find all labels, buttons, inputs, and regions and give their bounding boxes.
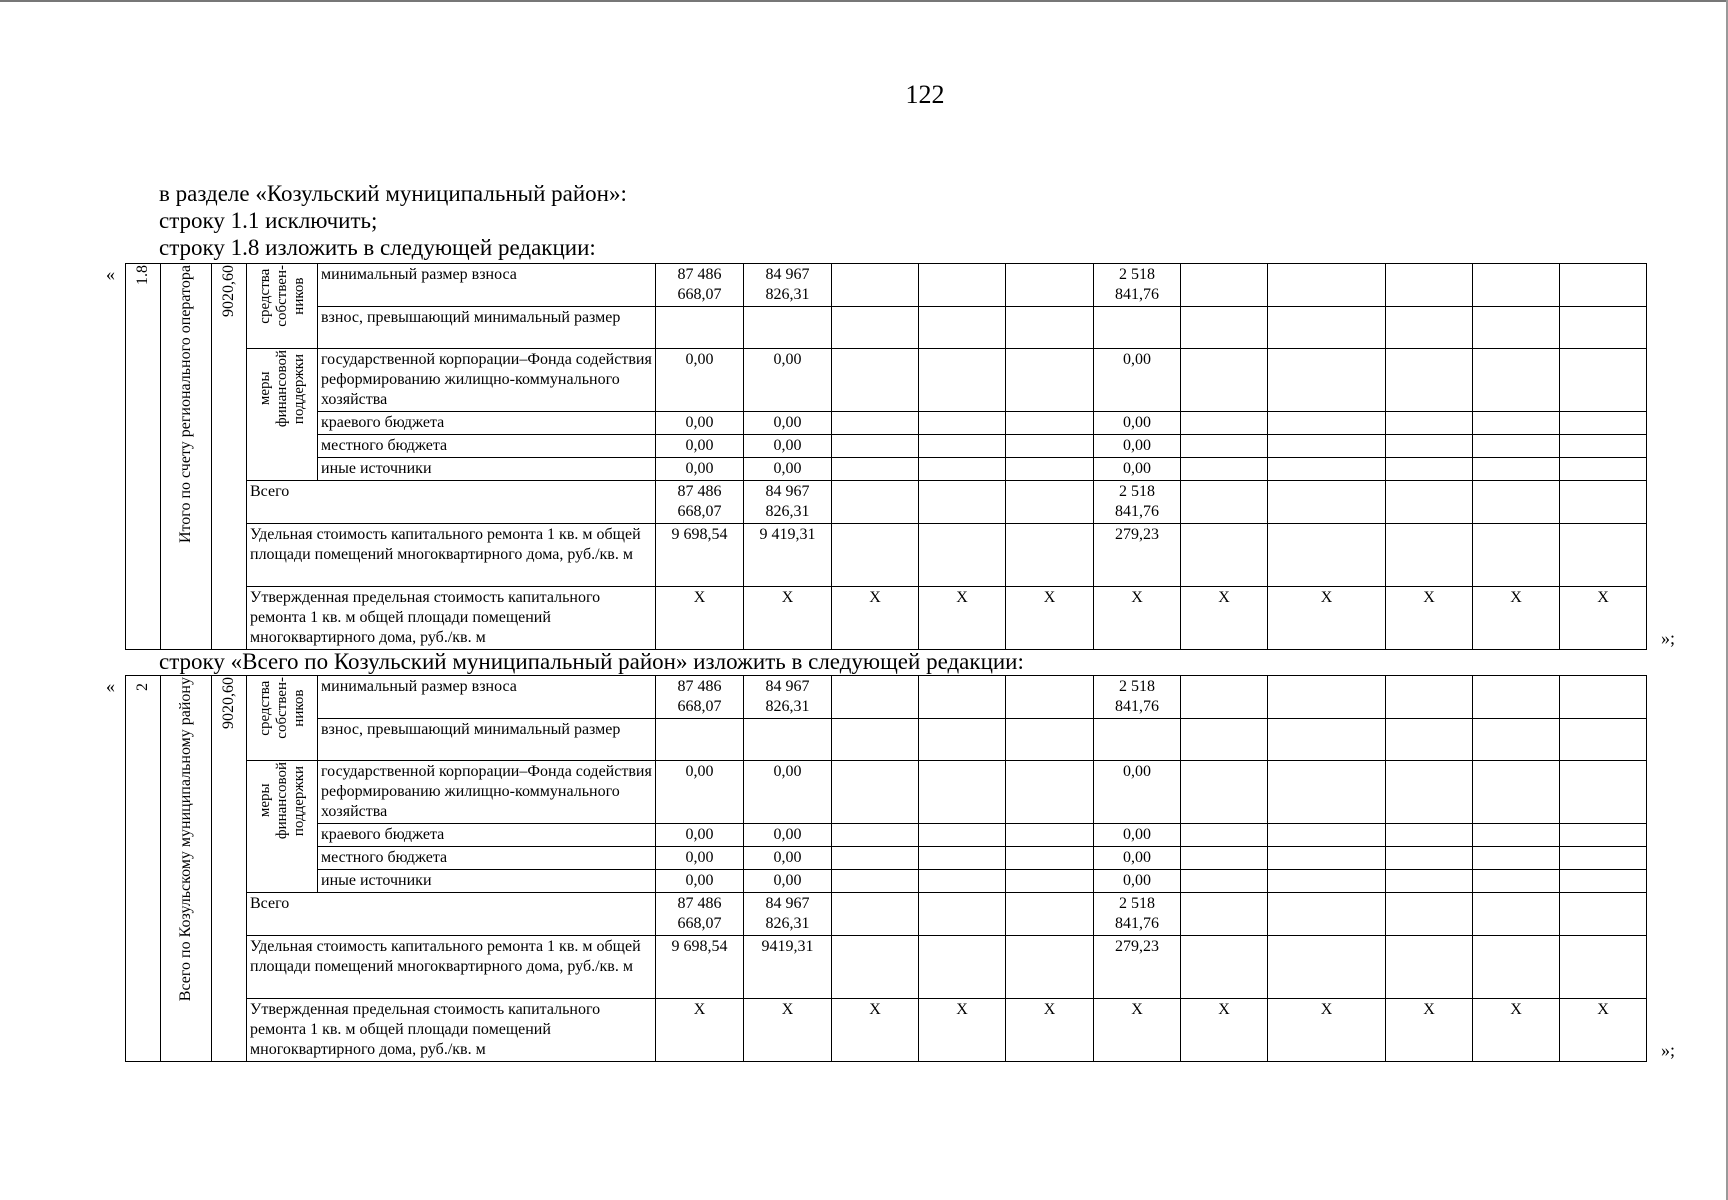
row-name-cell	[161, 676, 212, 1062]
quote-close-2: »;	[1661, 1040, 1676, 1060]
approved-x: X	[1268, 587, 1386, 650]
min-fee-c1: 87 486 668,07	[656, 676, 744, 719]
row-number-cell	[126, 676, 161, 1062]
owners-group-label: средства собствен- ников	[256, 265, 307, 327]
local-c1: 0,00	[656, 435, 744, 458]
total-c6: 2 518 841,76	[1094, 893, 1181, 936]
total-label: Всего	[247, 893, 656, 936]
other-c2: 0,00	[744, 870, 832, 893]
regional-label: краевого бюджета	[318, 412, 656, 435]
total-c2: 84 967 826,31	[744, 893, 832, 936]
approved-x: X	[919, 999, 1006, 1062]
approved-x: X	[744, 999, 832, 1062]
intro-line-2: строку 1.1 исключить;	[159, 208, 378, 233]
local-label: местного бюджета	[318, 435, 656, 458]
area-cell	[212, 264, 247, 650]
fund-label: государственной корпорации–Фонда содействия реформированию жилищно-коммунального хозяйства	[318, 349, 656, 412]
local-c2: 0,00	[744, 847, 832, 870]
min-fee-c2: 84 967 826,31	[744, 676, 832, 719]
intro-text	[159, 180, 627, 261]
regional-c1: 0,00	[656, 824, 744, 847]
area-value: 9020,60	[220, 677, 237, 729]
approved-label: Утвержденная предельная стоимость капитального ремонта 1 кв. м общей площади помещений многоквартирного дома, руб./кв. м	[247, 999, 656, 1062]
unit-cost-label: Удельная стоимость капитального ремонта 1 кв. м общей площади помещений многоквартирного дома, руб./кв. м	[247, 936, 656, 999]
over-fee-label: взнос, превышающий минимальный размер	[318, 719, 656, 761]
intro-line-1: в разделе «Козульский муниципальный район»:	[159, 181, 627, 206]
unit-cost-label: Удельная стоимость капитального ремонта 1 кв. м общей площади помещений многоквартирного дома, руб./кв. м	[247, 524, 656, 587]
row-name: Итого по счету регионального оператора	[177, 265, 194, 544]
row-name: Всего по Козульскому муниципальному району	[177, 677, 194, 1002]
fund-c1: 0,00	[656, 761, 744, 824]
total-c1: 87 486 668,07	[656, 893, 744, 936]
unit-cost-c1: 9 698,54	[656, 936, 744, 999]
support-group-label: меры финансовой поддержки	[256, 350, 307, 428]
quote-open-1: «	[106, 264, 115, 284]
unit-cost-c2: 9 419,31	[744, 524, 832, 587]
approved-label: Утвержденная предельная стоимость капитального ремонта 1 кв. м общей площади помещений многоквартирного дома, руб./кв. м	[247, 587, 656, 650]
approved-x: X	[744, 587, 832, 650]
total-c6: 2 518 841,76	[1094, 481, 1181, 524]
approved-x: X	[1181, 999, 1268, 1062]
regional-c6: 0,00	[1094, 824, 1181, 847]
total-c1: 87 486 668,07	[656, 481, 744, 524]
approved-x: X	[1386, 999, 1473, 1062]
unit-cost-c6: 279,23	[1094, 524, 1181, 587]
support-group-label: меры финансовой поддержки	[256, 762, 307, 840]
approved-x: X	[1560, 999, 1647, 1062]
unit-cost-c1: 9 698,54	[656, 524, 744, 587]
quote-open-2: «	[106, 676, 115, 696]
local-c1: 0,00	[656, 847, 744, 870]
min-fee-c6: 2 518 841,76	[1094, 676, 1181, 719]
local-c6: 0,00	[1094, 847, 1181, 870]
owners-group-cell	[247, 676, 318, 761]
fund-label: государственной корпорации–Фонда содействия реформированию жилищно-коммунального хозяйства	[318, 761, 656, 824]
row-number: 2	[134, 683, 151, 691]
fund-c1: 0,00	[656, 349, 744, 412]
local-label: местного бюджета	[318, 847, 656, 870]
approved-x: X	[1006, 999, 1094, 1062]
regional-c1: 0,00	[656, 412, 744, 435]
approved-x: X	[832, 587, 919, 650]
total-label: Всего	[247, 481, 656, 524]
other-label: иные источники	[318, 458, 656, 481]
financing-table-2	[125, 675, 1647, 1062]
fund-c6: 0,00	[1094, 761, 1181, 824]
regional-label: краевого бюджета	[318, 824, 656, 847]
subtitle: строку «Всего по Козульский муниципальный район» изложить в следующей редакции:	[159, 649, 1024, 674]
approved-x: X	[656, 999, 744, 1062]
owners-group-label: средства собствен- ников	[256, 677, 307, 739]
approved-x: X	[832, 999, 919, 1062]
min-fee-c6: 2 518 841,76	[1094, 264, 1181, 307]
approved-x: X	[1560, 587, 1647, 650]
approved-x: X	[919, 587, 1006, 650]
unit-cost-c2: 9419,31	[744, 936, 832, 999]
min-fee-label: минимальный размер взноса	[318, 264, 656, 307]
other-c2: 0,00	[744, 458, 832, 481]
min-fee-c1: 87 486 668,07	[656, 264, 744, 307]
support-group-cell	[247, 349, 318, 481]
unit-cost-c6: 279,23	[1094, 936, 1181, 999]
area-cell	[212, 676, 247, 1062]
local-c6: 0,00	[1094, 435, 1181, 458]
financing-table-1	[125, 263, 1647, 650]
area-value: 9020,60	[220, 265, 237, 317]
approved-x: X	[1268, 999, 1386, 1062]
approved-x: X	[1473, 587, 1560, 650]
other-c6: 0,00	[1094, 458, 1181, 481]
page-edge-top	[0, 0, 1728, 2]
approved-x: X	[1473, 999, 1560, 1062]
approved-x: X	[1094, 587, 1181, 650]
row-name-cell	[161, 264, 212, 650]
quote-close-1: »;	[1661, 628, 1676, 648]
local-c2: 0,00	[744, 435, 832, 458]
approved-x: X	[1386, 587, 1473, 650]
other-label: иные источники	[318, 870, 656, 893]
other-c1: 0,00	[656, 458, 744, 481]
row-number: 1.8	[134, 265, 151, 285]
fund-c2: 0,00	[744, 349, 832, 412]
other-c1: 0,00	[656, 870, 744, 893]
page-number: 122	[905, 80, 945, 109]
regional-c2: 0,00	[744, 412, 832, 435]
total-c2: 84 967 826,31	[744, 481, 832, 524]
owners-group-cell	[247, 264, 318, 349]
over-fee-label: взнос, превышающий минимальный размер	[318, 307, 656, 349]
regional-c2: 0,00	[744, 824, 832, 847]
regional-c6: 0,00	[1094, 412, 1181, 435]
intro-line-3: строку 1.8 изложить в следующей редакции:	[159, 235, 596, 260]
approved-x: X	[1094, 999, 1181, 1062]
min-fee-label: минимальный размер взноса	[318, 676, 656, 719]
other-c6: 0,00	[1094, 870, 1181, 893]
approved-x: X	[1006, 587, 1094, 650]
support-group-cell	[247, 761, 318, 893]
fund-c2: 0,00	[744, 761, 832, 824]
approved-x: X	[656, 587, 744, 650]
min-fee-c2: 84 967 826,31	[744, 264, 832, 307]
approved-x: X	[1181, 587, 1268, 650]
fund-c6: 0,00	[1094, 349, 1181, 412]
row-number-cell	[126, 264, 161, 650]
